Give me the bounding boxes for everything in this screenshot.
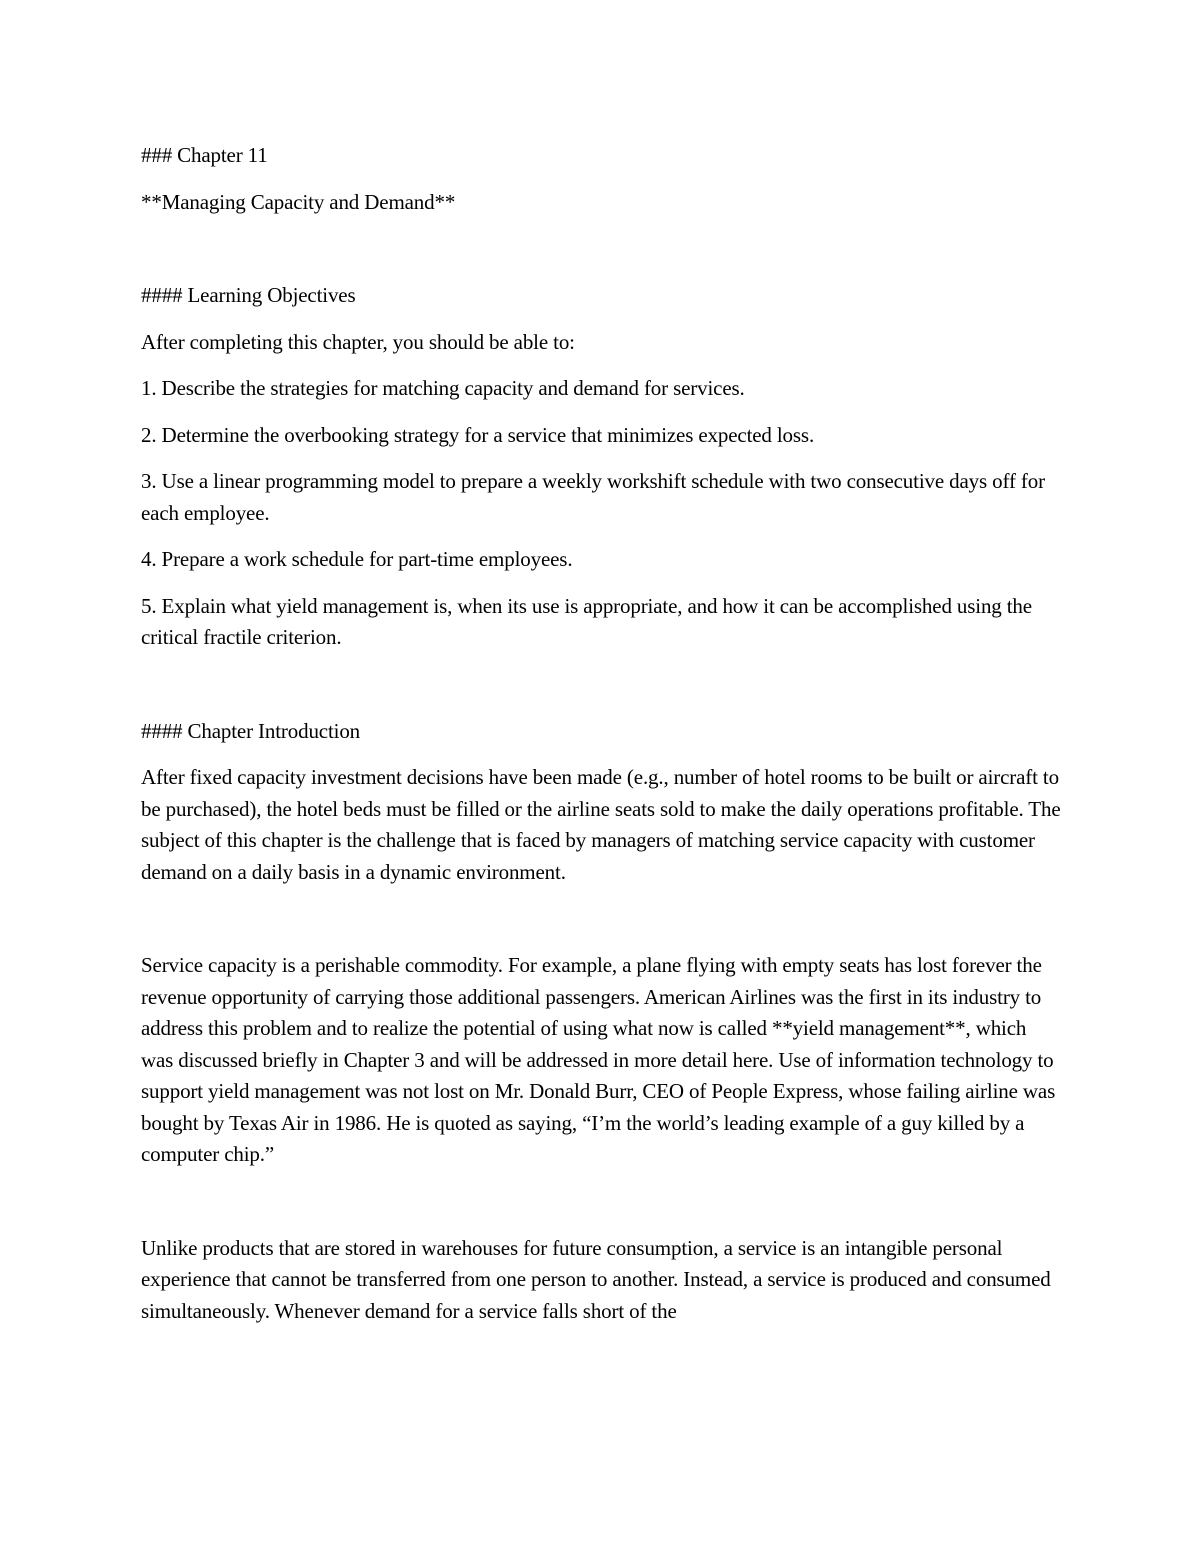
objective-item: 2. Determine the overbooking strategy for a service that minimizes expected loss.	[141, 422, 815, 447]
body-paragraph: Unlike products that are stored in warehouses for future consumption, a service is an intangible personal experience that cannot be transferred from one person to another. Instead, a service is produced and consumed simultaneously. Whenever demand for a service falls short of the	[141, 1235, 1051, 1323]
learning-objectives-heading: #### Learning Objectives	[141, 283, 356, 307]
objective-item: 1. Describe the strategies for matching capacity and demand for services.	[141, 376, 745, 400]
chapter-title: **Managing Capacity and Demand**	[141, 189, 456, 214]
body-paragraph: Service capacity is a perishable commodity. For example, a plane flying with empty seats has lost forever the revenue opportunity of carrying those additional passengers. American Airlines was the first in its industry to address this problem and to realize the potential of using what now is called **yield management**, which was discussed briefly in Chapter 3 and will be addressed in more detail here. Use of information technology to support yield management was not lost on Mr. Donald Burr, CEO of People Express, whose failing airline was bought by Texas Air in 1986. He is quoted as saying, “I’m the world’s leading example of a guy killed by a computer chip.”	[141, 953, 1056, 1166]
objective-item: 4. Prepare a work schedule for part-time employees.	[141, 547, 573, 571]
document-body	[141, 140, 1061, 1327]
objective-item: 3. Use a linear programming model to prepare a weekly workshift schedule with two consecutive days off for each employee.	[141, 469, 1045, 525]
chapter-introduction-heading: #### Chapter Introduction	[141, 718, 361, 743]
objectives-list	[141, 373, 1061, 654]
chapter-heading: ### Chapter 11	[141, 143, 268, 167]
objectives-intro: After completing this chapter, you should be able to:	[141, 329, 575, 354]
body-paragraph: After fixed capacity investment decisions have been made (e.g., number of hotel rooms to be built or aircraft to be purchased), the hotel beds must be filled or the airline seats sold to make the daily operations profitable. The subject of this chapter is the challenge that is faced by managers of matching service capacity with customer demand on a daily basis in a dynamic environment.	[141, 765, 1061, 884]
objective-item: 5. Explain what yield management is, when its use is appropriate, and how it can be accomplished using the critical fractile criterion.	[141, 593, 1032, 649]
